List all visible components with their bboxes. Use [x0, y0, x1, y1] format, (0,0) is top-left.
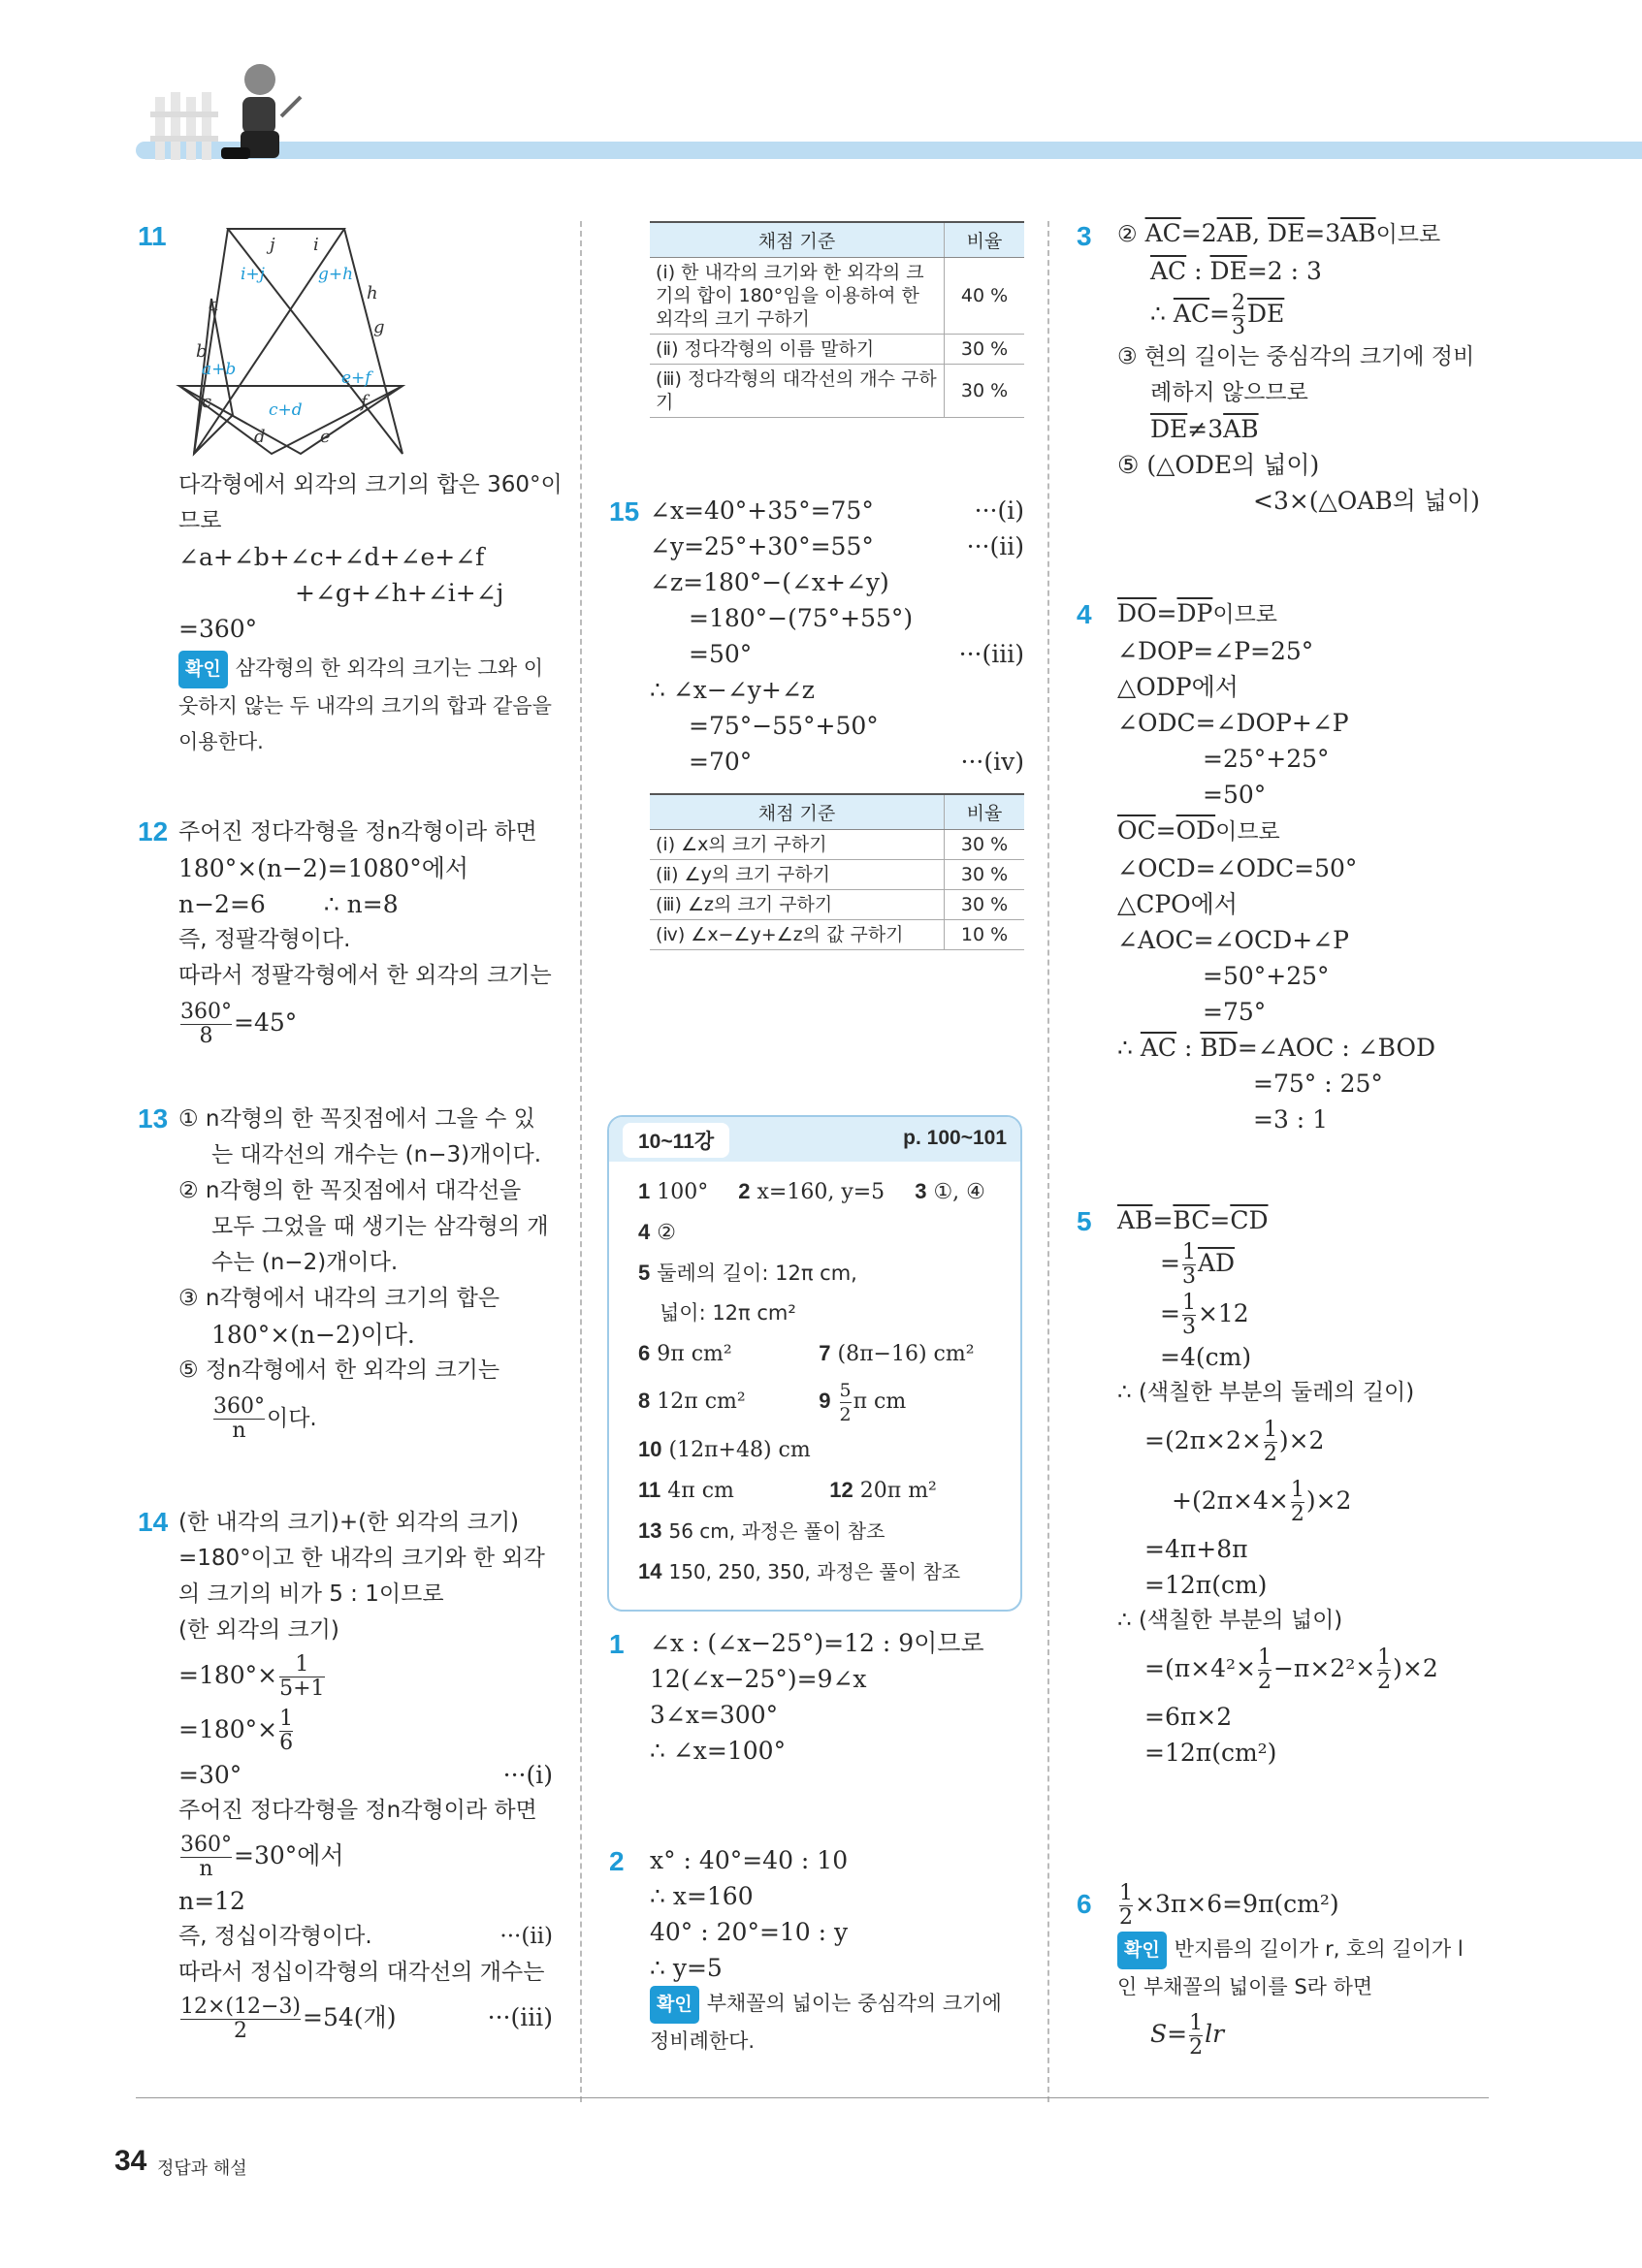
page-number: 34: [114, 2145, 147, 2177]
text-line: 는 대각선의 개수는 (n−3)개이다.: [211, 1142, 542, 1167]
table-cell: (ⅲ) 정다각형의 대각선의 개수 구하기: [650, 365, 945, 418]
fraction-numerator: 360°: [180, 1833, 232, 1857]
fig-label: d: [254, 427, 266, 447]
answer-text: ①, ④: [933, 1180, 985, 1204]
equation: =2: [1180, 219, 1217, 247]
column-divider: [580, 221, 582, 2102]
segment-label: $\overline{AB}$: [1117, 1206, 1153, 1234]
equation: 180°×(n−2)=1080°에서: [178, 854, 468, 882]
text-line: ③ n각형에서 내각의 크기의 합은: [178, 1286, 500, 1311]
segment-label: $\overline{CD}$: [1230, 1206, 1269, 1234]
column-divider: [1047, 221, 1049, 2102]
equation: S=: [1150, 2020, 1188, 2048]
fraction-numerator: 360°: [180, 1000, 232, 1024]
text-line: 주어진 정다각형을 정n각형이라 하면: [178, 1798, 537, 1823]
fig-label: i: [313, 235, 319, 255]
fig-label: i+j: [241, 265, 265, 284]
equation: =180°×: [178, 1715, 278, 1743]
fig-label: g: [373, 317, 385, 337]
note-text: 인 부채꼴의 넓이를 S라 하면: [1117, 1975, 1373, 1998]
equation: ×12: [1197, 1299, 1249, 1327]
equation: n=12: [178, 1887, 245, 1915]
gardener-illustration-icon: [145, 58, 310, 165]
equation: −π×2²×: [1272, 1654, 1376, 1682]
table-cell: (ⅰ) ∠x의 크기 구하기: [650, 830, 945, 860]
segment-label: $\overline{BC}$: [1173, 1206, 1210, 1234]
answer-text: 56 cm, 과정은 풀이 참조: [668, 1519, 885, 1543]
equation: ∴ y=5: [650, 1954, 723, 1982]
step-marker: ···(ⅱ): [966, 532, 1024, 560]
equation: =: [1152, 1206, 1174, 1234]
text-line: 즉, 정팔각형이다.: [178, 927, 351, 952]
equation: )×2: [1393, 1654, 1438, 1682]
equation: =: [1160, 1299, 1180, 1327]
table-cell: (ⅱ) ∠y의 크기 구하기: [650, 860, 945, 890]
equation: x° : 40°=40 : 10: [650, 1846, 849, 1874]
equation: =3: [1304, 219, 1341, 247]
equation: =: [1209, 1206, 1231, 1234]
equation: ∠AOC=∠OCD+∠P: [1117, 926, 1349, 954]
table-cell: (ⅲ) ∠z의 크기 구하기: [650, 890, 945, 920]
equation: ∴ ∠x=100°: [650, 1737, 787, 1765]
note-text: 삼각형의 한 외각의 크기는 그와 이: [235, 656, 544, 680]
equation: =50°: [1203, 781, 1267, 809]
problem-number: 6: [1077, 1889, 1092, 1919]
text-line: 즉, 정십이각형이다.: [178, 1924, 372, 1949]
equation: =75°: [1203, 998, 1267, 1026]
equation: =: [1209, 300, 1230, 328]
answer-text: x=160, y=5: [757, 1180, 885, 1204]
text-line: ② n각형의 한 꼭짓점에서 대각선을: [178, 1178, 522, 1203]
equation: =4(cm): [1160, 1343, 1252, 1371]
text-line: (한 내각의 크기)+(한 외각의 크기): [178, 1510, 520, 1535]
confirm-badge: 확인: [1117, 1932, 1167, 1969]
equation: =360°: [178, 615, 258, 643]
equation: ∠ODC=∠DOP+∠P: [1117, 709, 1349, 737]
problem-number: 1: [609, 1629, 625, 1659]
equation: =54(개): [303, 2003, 397, 2031]
problem-number: 3: [1077, 221, 1092, 251]
table-header: 비율: [945, 794, 1025, 830]
answer-box: [607, 1115, 1022, 1612]
equation: ∠DOP=∠P=25°: [1117, 637, 1314, 665]
step-marker: ···(ⅱ): [499, 1924, 553, 1949]
equation: 40° : 20°=10 : y: [650, 1918, 849, 1946]
problem-number: 12: [138, 816, 169, 847]
equation: ≠3: [1187, 415, 1224, 443]
fig-label: g+h: [318, 265, 354, 284]
arc-label: $\overline{AC}$: [1150, 257, 1187, 285]
equation: <3×(△OAB의 넓이): [1253, 487, 1480, 515]
text-line: ∴ (색칠한 부분의 둘레의 길이): [1117, 1380, 1415, 1405]
equation: +∠g+∠h+∠i+∠j: [295, 579, 504, 607]
answer-number: 6: [638, 1341, 651, 1365]
fraction-denominator: n: [213, 1419, 265, 1443]
fig-label: h: [367, 283, 378, 303]
answer-text: 150, 250, 350, 과정은 풀이 참조: [668, 1560, 961, 1583]
page-range: p. 100~101: [903, 1127, 1007, 1149]
fraction-denominator: 2: [1119, 1905, 1133, 1930]
answer-text: ②: [657, 1221, 676, 1245]
answer-text: (8π−16) cm²: [837, 1342, 975, 1366]
answer-number: 5: [638, 1261, 651, 1285]
text-line: ∴ (색칠한 부분의 넓이): [1117, 1608, 1343, 1633]
fraction-numerator: 1: [1257, 1645, 1272, 1670]
problem-number: 13: [138, 1103, 169, 1134]
equation: △ODP에서: [1117, 673, 1239, 701]
scoring-table: [650, 221, 1024, 418]
equation: :: [1184, 1034, 1193, 1062]
fraction-numerator: 12×(12−3): [180, 1995, 302, 2019]
fraction-denominator: 3: [1232, 315, 1245, 339]
equation: ×3π×6=9π(cm²): [1135, 1890, 1339, 1918]
arc-label: $\overline{AB}$: [1340, 219, 1376, 247]
fig-label: a: [209, 295, 219, 315]
fraction-numerator: 1: [1181, 1240, 1196, 1264]
equation: =: [1155, 816, 1176, 845]
arc-label: $\overline{DE}$: [1209, 257, 1247, 285]
text-line: 따라서 정팔각형에서 한 외각의 크기는: [178, 963, 552, 988]
arc-label: $\overline{AB}$: [1216, 219, 1253, 247]
answer-number: 9: [819, 1389, 831, 1413]
fraction-denominator: n: [180, 1857, 232, 1881]
fraction-denominator: 2: [1377, 1670, 1392, 1694]
equation: 12(∠x−25°)=9∠x: [650, 1665, 867, 1693]
problem-number: 2: [609, 1846, 625, 1876]
fig-label: f: [361, 392, 368, 412]
arc-label: $\overline{AC}$: [1173, 300, 1210, 328]
answer-number: 1: [638, 1179, 651, 1203]
equation: =(2π×2×: [1144, 1426, 1262, 1454]
equation: =45°: [234, 1008, 298, 1037]
step-marker: ···(ⅲ): [487, 2003, 553, 2031]
equation: =3 : 1: [1253, 1105, 1329, 1134]
problem-number: 11: [138, 221, 167, 251]
answer-text: 20π m²: [859, 1479, 937, 1503]
fraction-denominator: 5+1: [279, 1677, 325, 1701]
equation: =30°에서: [234, 1841, 344, 1869]
answer-number: 4: [638, 1220, 651, 1244]
text-line: 수는 (n−2)개이다.: [211, 1250, 399, 1275]
footer-rule: [136, 2097, 1489, 2098]
text-line: (한 외각의 크기): [178, 1617, 339, 1643]
segment-label: $\overline{DO}$: [1117, 599, 1157, 627]
fraction-numerator: 1: [295, 1652, 309, 1677]
fraction-denominator: 2: [1257, 1670, 1272, 1694]
fraction-numerator: 360°: [213, 1394, 265, 1419]
answer-number: 7: [819, 1341, 831, 1365]
problem-number: 5: [1077, 1206, 1092, 1236]
fraction-denominator: 6: [279, 1731, 294, 1755]
note-text: 반지름의 길이가 r, 호의 길이가 l: [1174, 1937, 1464, 1961]
segment-label: $\overline{AD}$: [1197, 1249, 1236, 1277]
step-marker: ···(ⅳ): [960, 748, 1024, 776]
fraction-denominator: 3: [1181, 1315, 1196, 1339]
item-marker: ②: [1117, 222, 1138, 247]
fraction-numerator: 1: [1119, 1881, 1133, 1905]
equation: +(2π×4×: [1172, 1486, 1289, 1515]
answer-number: 2: [738, 1179, 751, 1203]
step-marker: ···(ⅲ): [958, 640, 1024, 668]
equation: =12π(cm): [1144, 1571, 1268, 1599]
answer-text: 넓이: 12π cm²: [660, 1301, 796, 1325]
text-line: 므로: [178, 508, 222, 533]
text-line: 이므로: [1212, 602, 1278, 627]
answer-number: 10: [638, 1437, 662, 1461]
problem-number: 15: [609, 496, 640, 527]
fraction-numerator: 1: [279, 1707, 294, 1731]
equation: ∴ n=8: [323, 890, 399, 918]
fraction-numerator: 1: [1290, 1478, 1304, 1502]
problem-number: 14: [138, 1507, 169, 1537]
arc-label: $\overline{AC}$: [1144, 219, 1181, 247]
answer-text: 둘레의 길이: 12π cm,: [657, 1262, 857, 1285]
equation: ∠z=180°−(∠x+∠y): [650, 568, 889, 596]
text-line: 다각형에서 외각의 크기의 합은 360°이: [178, 472, 563, 497]
answer-number: 3: [915, 1179, 927, 1203]
equation: =50°+25°: [1203, 962, 1330, 990]
equation: =6π×2: [1144, 1703, 1233, 1731]
equation: ∴ x=160: [650, 1882, 754, 1910]
equation: ∠x : (∠x−25°)=12 : 9이므로: [650, 1629, 984, 1657]
segment-label: $\overline{DP}$: [1176, 599, 1213, 627]
equation: ∴ ∠x−∠y+∠z: [650, 676, 815, 704]
equation: =70°: [689, 748, 753, 776]
fraction-denominator: 2: [1290, 1502, 1304, 1526]
answer-text: 100°: [657, 1180, 709, 1204]
fraction-denominator: 2: [1189, 2035, 1204, 2060]
fraction-numerator: 1: [1189, 2011, 1204, 2035]
text-line: 례하지 않으므로: [1150, 380, 1308, 405]
table-header: 비율: [945, 222, 1025, 258]
segment-label: $\overline{OD}$: [1175, 816, 1216, 845]
answer-number: 14: [638, 1559, 662, 1583]
step-marker: ···(ⅰ): [974, 496, 1024, 525]
equation: ⑤ (△ODE의 넓이): [1117, 451, 1320, 479]
fraction-denominator: 3: [1181, 1264, 1196, 1289]
answer-text: (12π+48) cm: [668, 1438, 811, 1462]
fraction-numerator: 2: [1232, 291, 1245, 315]
step-marker: ···(ⅰ): [502, 1761, 553, 1789]
equation: ,: [1252, 219, 1261, 247]
equation: lr: [1205, 2020, 1225, 2048]
answer-text: 4π cm: [667, 1479, 734, 1503]
equation: =4π+8π: [1144, 1535, 1248, 1563]
segment-label: $\overline{DE}$: [1150, 415, 1188, 443]
equation: ∠x=40°+35°=75°: [650, 496, 874, 525]
arc-label: $\overline{DE}$: [1247, 300, 1285, 328]
table-cell: 30 %: [945, 830, 1025, 860]
equation: =50°: [689, 640, 753, 668]
table-cell: 10 %: [945, 920, 1025, 950]
text-line: 모두 그었을 때 생기는 삼각형의 개: [211, 1214, 549, 1239]
equation: )×2: [1278, 1426, 1325, 1454]
table-cell: 30 %: [945, 890, 1025, 920]
text-line: ① n각형의 한 꼭짓점에서 그을 수 있: [178, 1106, 535, 1132]
fig-label: c: [202, 392, 212, 412]
fraction-denominator: 2: [180, 2019, 301, 2043]
arc-label: $\overline{DE}$: [1267, 219, 1305, 247]
equation: n−2=6: [178, 890, 266, 918]
table-cell: 40 %: [945, 258, 1025, 335]
answer-text: π cm: [853, 1390, 907, 1414]
answer-text: 12π cm²: [657, 1390, 746, 1414]
fig-label: b: [196, 341, 208, 362]
text-line: 따라서 정십이각형의 대각선의 개수는: [178, 1960, 545, 1985]
fraction-numerator: 5: [839, 1379, 852, 1401]
segment-label: $\overline{AB}$: [1223, 415, 1259, 443]
arc-label: $\overline{AC}$: [1140, 1034, 1177, 1062]
confirm-badge: 확인: [650, 1986, 699, 2024]
answer-number: 13: [638, 1518, 662, 1543]
equation: =2 : 3: [1246, 257, 1322, 285]
text-line: 이다.: [267, 1406, 317, 1431]
equation: ∠y=25°+30°=55°: [650, 532, 874, 560]
fraction-numerator: 1: [1377, 1645, 1392, 1670]
text-line: 이므로: [1215, 819, 1280, 845]
fig-label: c+d: [269, 400, 303, 420]
equation: )×2: [1305, 1486, 1352, 1515]
table-cell: 30 %: [945, 335, 1025, 365]
note-text: 정비례한다.: [650, 2029, 756, 2053]
table-cell: 30 %: [945, 860, 1025, 890]
footer-title: 정답과 해설: [157, 2158, 247, 2179]
note-text: 이용한다.: [178, 730, 264, 753]
answer-number: 8: [638, 1389, 651, 1413]
equation: =75° : 25°: [1253, 1070, 1383, 1098]
scoring-table: [650, 793, 1024, 950]
equation: =: [1160, 1249, 1180, 1277]
equation: ∴: [1150, 300, 1166, 328]
fig-label: e+f: [341, 368, 371, 388]
fig-label: a+b: [202, 360, 237, 379]
fraction-denominator: 2: [1263, 1442, 1277, 1466]
equation: =∠AOC : ∠BOD: [1237, 1034, 1436, 1062]
answer-text: 9π cm²: [657, 1342, 732, 1366]
star-figure: [175, 221, 427, 459]
segment-label: $\overline{OC}$: [1117, 816, 1156, 845]
table-header: 채점 기준: [650, 794, 945, 830]
equation: ∴: [1117, 1034, 1133, 1062]
fraction-denominator: 2: [839, 1403, 852, 1425]
arc-label: $\overline{BD}$: [1200, 1034, 1238, 1062]
equation: 3∠x=300°: [650, 1701, 779, 1729]
fig-label: j: [270, 235, 275, 255]
text-line: 주어진 정다각형을 정n각형이라 하면: [178, 819, 537, 845]
fraction-numerator: 1: [1181, 1291, 1196, 1315]
text-line: 의 크기의 비가 5 : 1이므로: [178, 1581, 444, 1607]
equation: ∠OCD=∠ODC=50°: [1117, 854, 1358, 882]
lesson-tag: 10~11강: [623, 1123, 729, 1158]
confirm-badge: 확인: [178, 651, 228, 688]
equation: 180°×(n−2)이다.: [211, 1321, 415, 1349]
answer-number: 12: [829, 1478, 853, 1502]
fig-label: e: [320, 427, 331, 447]
equation: =75°−55°+50°: [689, 712, 879, 740]
answer-number: 11: [638, 1478, 661, 1502]
table-cell: (ⅳ) ∠x−∠y+∠z의 값 구하기: [650, 920, 945, 950]
text-line: =180°이고 한 내각의 크기와 한 외각: [178, 1546, 545, 1571]
table-cell: (ⅱ) 정다각형의 이름 말하기: [650, 335, 945, 365]
equation: =180°×: [178, 1661, 278, 1689]
equation: =30°: [178, 1761, 242, 1789]
text-line: 이므로: [1375, 222, 1441, 247]
table-cell: 30 %: [945, 365, 1025, 418]
equation: =25°+25°: [1203, 745, 1330, 773]
equation: △CPO에서: [1117, 890, 1238, 918]
header-band: [136, 142, 1642, 159]
text-line: ③ 현의 길이는 중심각의 크기에 정비: [1117, 344, 1475, 369]
fraction-numerator: 1: [1263, 1418, 1277, 1442]
equation: =12π(cm²): [1144, 1739, 1277, 1767]
equation: =(π×4²×: [1144, 1654, 1256, 1682]
fraction-denominator: 8: [180, 1024, 232, 1048]
table-cell: (ⅰ) 한 내각의 크기와 한 외각의 크기의 합이 180°임을 이용하여 한 외각의 크기 구하기: [650, 258, 945, 335]
table-header: 채점 기준: [650, 222, 945, 258]
equation: ∠a+∠b+∠c+∠d+∠e+∠f: [178, 543, 485, 571]
text-line: ⑤ 정n각형에서 한 외각의 크기는: [178, 1358, 500, 1383]
note-text: 부채꼴의 넓이는 중심각의 크기에: [706, 1992, 1002, 2015]
equation: :: [1194, 257, 1203, 285]
problem-number: 4: [1077, 599, 1092, 629]
equation: =180°−(75°+55°): [689, 604, 914, 632]
note-text: 웃하지 않는 두 내각의 크기의 합과 같음을: [178, 694, 552, 718]
equation: =: [1156, 599, 1177, 627]
